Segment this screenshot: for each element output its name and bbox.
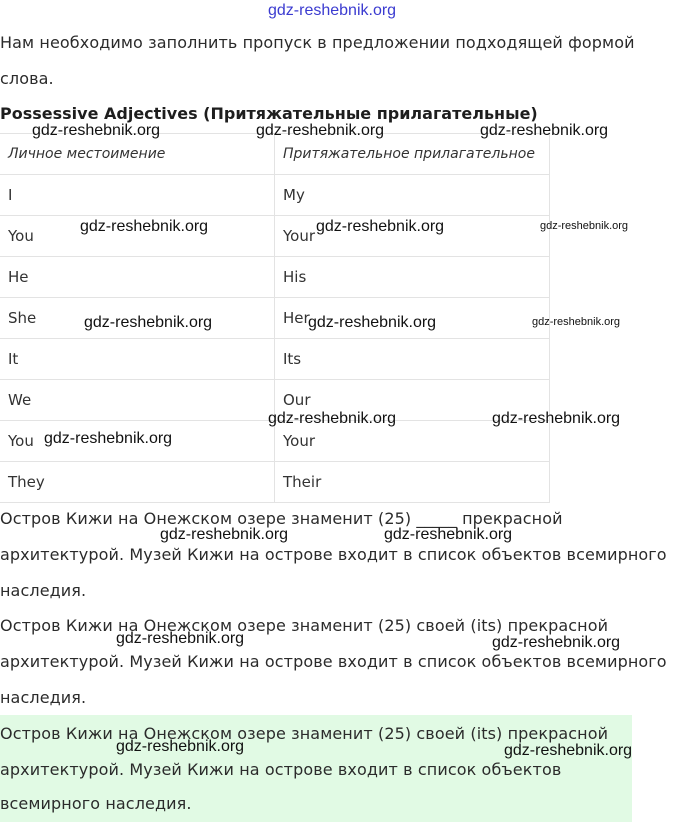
table-title: Possessive Adjectives (Притяжательные прилагательные): [0, 104, 538, 123]
table-row: [0, 462, 550, 503]
pronoun-cell: You: [0, 216, 275, 257]
answer-line-1: Остров Кижи на Онежском озере знаменит (25) своей (its) прекрасной: [0, 724, 609, 743]
table-row: [0, 257, 550, 298]
watermark: gdz-reshebnik.org: [160, 526, 289, 543]
pronoun-cell: It: [0, 339, 275, 380]
watermark: gdz-reshebnik.org: [116, 738, 245, 755]
possessive-cell: Her: [275, 298, 550, 339]
watermark: gdz-reshebnik.org: [308, 314, 437, 331]
possessive-cell: Your: [275, 421, 550, 462]
task-line-3: наследия.: [0, 581, 87, 600]
table-row: [0, 175, 550, 216]
header-personal-pronoun: Личное местоимение: [0, 134, 275, 175]
watermark: gdz-reshebnik.org: [532, 316, 621, 328]
possessive-cell: His: [275, 257, 550, 298]
watermark: gdz-reshebnik.org: [480, 122, 609, 139]
watermark: gdz-reshebnik.org: [492, 410, 621, 427]
watermark-top: gdz-reshebnik.org: [268, 2, 397, 19]
possessive-cell: Our: [275, 380, 550, 421]
pronoun-cell: They: [0, 462, 275, 503]
solution-line-2: архитектурой. Музей Кижи на острове входит в список объектов всемирного: [0, 652, 667, 671]
table-row: [0, 298, 550, 339]
header-possessive-adjective: Притяжательное прилагательное: [275, 134, 550, 175]
possessive-cell: Their: [275, 462, 550, 503]
watermark: gdz-reshebnik.org: [316, 218, 445, 235]
task-line-1: Остров Кижи на Онежском озере знаменит (25) _____ прекрасной: [0, 509, 563, 528]
solution-line-3: наследия.: [0, 688, 87, 707]
watermark: gdz-reshebnik.org: [492, 634, 621, 651]
table-row: [0, 339, 550, 380]
answer-line-3: всемирного наследия.: [0, 794, 192, 813]
pronoun-cell: We: [0, 380, 275, 421]
task-line-2: архитектурой. Музей Кижи на острове входит в список объектов всемирного: [0, 545, 667, 564]
pronoun-cell: You: [0, 421, 275, 462]
watermark: gdz-reshebnik.org: [256, 122, 385, 139]
watermark: gdz-reshebnik.org: [32, 122, 161, 139]
watermark: gdz-reshebnik.org: [540, 220, 629, 232]
watermark: gdz-reshebnik.org: [44, 430, 173, 447]
watermark: gdz-reshebnik.org: [80, 218, 209, 235]
possessive-cell: Its: [275, 339, 550, 380]
solution-line-1: Остров Кижи на Онежском озере знаменит (25) своей (its) прекрасной: [0, 616, 609, 635]
intro-line-2: слова.: [0, 69, 54, 88]
pronoun-cell: He: [0, 257, 275, 298]
watermark: gdz-reshebnik.org: [384, 526, 513, 543]
watermark: gdz-reshebnik.org: [268, 410, 397, 427]
pronoun-cell: I: [0, 175, 275, 216]
possessive-cell: My: [275, 175, 550, 216]
answer-line-2: архитектурой. Музей Кижи на острове входит в список объектов: [0, 760, 562, 779]
pronoun-cell: She: [0, 298, 275, 339]
watermark: gdz-reshebnik.org: [504, 742, 633, 759]
watermark: gdz-reshebnik.org: [116, 630, 245, 647]
possessive-cell: Your: [275, 216, 550, 257]
intro-line-1: Нам необходимо заполнить пропуск в предложении подходящей формой: [0, 33, 635, 52]
watermark: gdz-reshebnik.org: [84, 314, 213, 331]
